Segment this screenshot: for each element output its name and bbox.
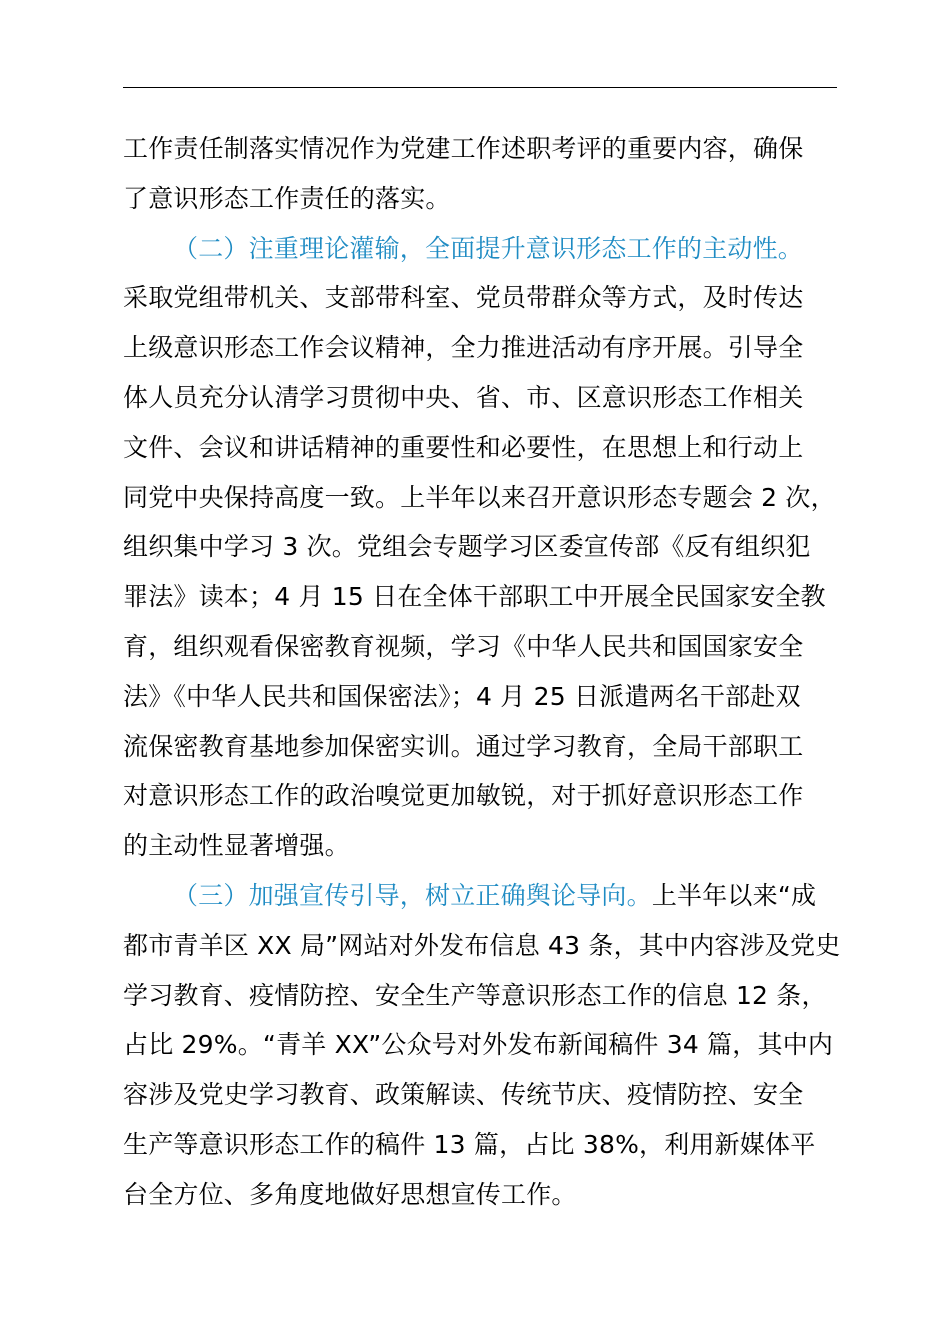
paragraph-text: 同党中央保持高度一致。上半年以来召开意识形态专题会 2 次， [123, 482, 836, 512]
text-line [123, 522, 837, 572]
paragraph-text: 文件、会议和讲话精神的重要性和必要性，在思想上和行动上 [123, 432, 804, 462]
paragraph-text: 采取党组带机关、支部带科室、党员带群众等方式，及时传达 [123, 283, 804, 313]
section-heading: （二）注重理论灌输，全面提升意识形态工作的主动性。 [173, 233, 804, 263]
text-line [123, 1020, 837, 1070]
header-rule [123, 87, 837, 88]
text-line [123, 373, 837, 423]
paragraph-text: 的主动性显著增强。 [123, 831, 350, 861]
text-line [123, 622, 837, 672]
text-line [123, 1170, 837, 1220]
paragraph-text: 上半年以来“成 [651, 880, 817, 910]
paragraph-text: 流保密教育基地参加保密实训。通过学习教育，全局干部职工 [123, 731, 804, 761]
text-line [123, 1070, 837, 1120]
paragraph-text: 体人员充分认清学习贯彻中央、省、市、区意识形态工作相关 [123, 382, 804, 412]
paragraph-text: 学习教育、疫情防控、安全生产等意识形态工作的信息 12 条， [123, 980, 827, 1010]
paragraph-text: 对意识形态工作的政治嗅觉更加敏锐，对于抓好意识形态工作 [123, 781, 804, 811]
body-text [123, 124, 841, 1220]
section-heading-line-2 [123, 224, 837, 274]
paragraph-text: 都市青羊区 XX 局”网站对外发布信息 43 条，其中内容涉及党史 [123, 930, 841, 960]
text-line [123, 273, 837, 323]
text-line [123, 672, 837, 722]
text-line [123, 572, 837, 622]
paragraph-text: 罪法》读本；4 月 15 日在全体干部职工中开展全民国家安全教 [123, 582, 826, 612]
text-line [123, 821, 837, 871]
text-line [123, 473, 837, 523]
text-line [123, 771, 837, 821]
paragraph-text: 容涉及党史学习教育、政策解读、传统节庆、疫情防控、安全 [123, 1080, 804, 1110]
section-heading: （三）加强宣传引导，树立正确舆论导向。 [173, 880, 652, 910]
text-line [123, 174, 837, 224]
paragraph-text: 育，组织观看保密教育视频，学习《中华人民共和国国家安全 [123, 631, 804, 661]
text-line [123, 1120, 837, 1170]
text-line [123, 423, 837, 473]
paragraph-text: 了意识形态工作责任的落实。 [123, 183, 451, 213]
text-line [123, 124, 837, 174]
text-line [123, 921, 841, 971]
paragraph-text: 上级意识形态工作会议精神，全力推进活动有序开展。引导全 [123, 333, 804, 363]
text-line [123, 722, 837, 772]
paragraph-text: 台全方位、多角度地做好思想宣传工作。 [123, 1179, 577, 1209]
text-line [123, 971, 837, 1021]
section-heading-line-3 [123, 871, 837, 921]
paragraph-text: 生产等意识形态工作的稿件 13 篇，占比 38%，利用新媒体平 [123, 1129, 816, 1159]
paragraph-text: 法》《中华人民共和国保密法》；4 月 25 日派遣两名干部赴双 [123, 681, 801, 711]
paragraph-text: 占比 29%。“青羊 XX”公众号对外发布新闻稿件 34 篇，其中内 [123, 1030, 834, 1060]
text-line [123, 323, 837, 373]
paragraph-text: 工作责任制落实情况作为党建工作述职考评的重要内容，确保 [123, 134, 804, 163]
paragraph-text: 组织集中学习 3 次。党组会专题学习区委宣传部《反有组织犯 [123, 532, 811, 562]
